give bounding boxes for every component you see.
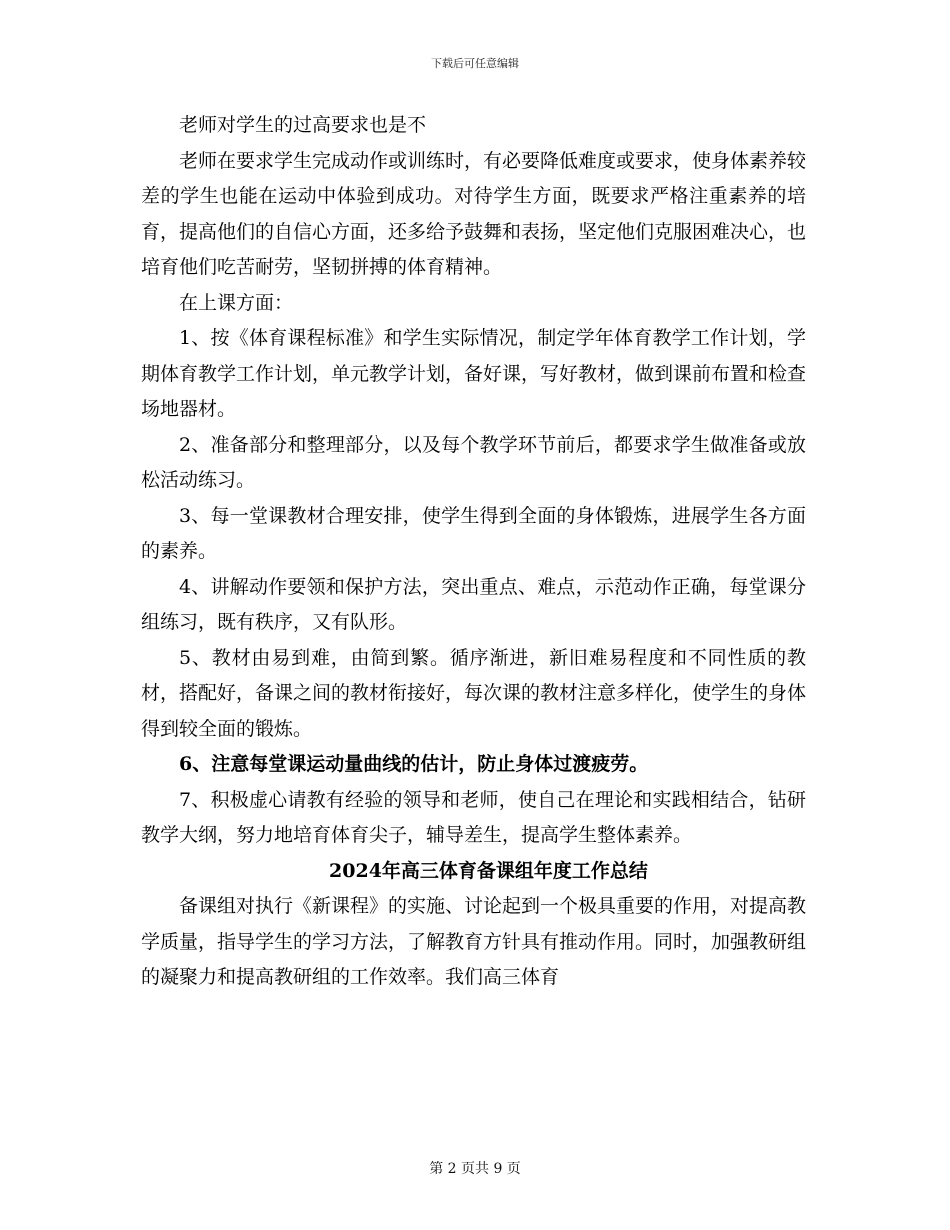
list-item: 1、按《体育课程标准》和学生实际情况，制定学年体育教学工作计划，学期体育教学工作计划，单元教学计划，备好课，写好教材，做到课前布置和检查场地器材。 bbox=[141, 327, 807, 420]
page-footer: 第 2 页共 9 页 bbox=[429, 1161, 521, 1177]
page-header: 下载后可任意编辑 bbox=[431, 57, 519, 70]
section-paragraph: 备课组对执行《新课程》的实施、讨论起到一个极具重要的作用，对提高教学质量，指导学生的学习方法，了解教育方针具有推动作用。同时，加强教研组的凝聚力和提高教研组的工作效率。我们高三体育 bbox=[141, 895, 807, 988]
document-body bbox=[141, 108, 806, 996]
section-title: 2024年高三体育备课组年度工作总结 bbox=[329, 859, 648, 882]
paragraph: 在上课方面： bbox=[179, 291, 294, 314]
paragraph: 老师在要求学生完成动作或训练时，有必要降低难度或要求，使身体素养较差的学生也能在运动中体验到成功。对待学生方面，既要求严格注重素养的培育，提高他们的自信心方面，还多给予鼓舞和表扬，坚定他们克服困难决心，也培育他们吃苦耐劳，坚韧拼搏的体育精神。 bbox=[141, 149, 807, 278]
list-item: 7、积极虚心请教有经验的领导和老师，使自己在理论和实践相结合，钻研教学大纲，努力地培育体育尖子，辅导差生，提高学生整体素养。 bbox=[141, 788, 806, 846]
list-item: 5、教材由易到难，由简到繁。循序渐进，新旧难易程度和不同性质的教材，搭配好，备课之间的教材衔接好，每次课的教材注意多样化，使学生的身体得到较全面的锻炼。 bbox=[141, 646, 807, 740]
list-item: 4、讲解动作要领和保护方法，突出重点、难点，示范动作正确，每堂课分组练习，既有秩序，又有队形。 bbox=[141, 575, 806, 633]
paragraph: 老师对学生的过高要求也是不 bbox=[179, 114, 427, 136]
list-item: 3、每一堂课教材合理安排，使学生得到全面的身体锻炼，进展学生各方面的素养。 bbox=[141, 504, 806, 562]
list-item: 2、准备部分和整理部分，以及每个教学环节前后，都要求学生做准备或放松活动练习。 bbox=[141, 433, 806, 491]
list-item-bold: 6、注意每堂课运动量曲线的估计，防止身体过渡疲劳。 bbox=[179, 753, 649, 775]
